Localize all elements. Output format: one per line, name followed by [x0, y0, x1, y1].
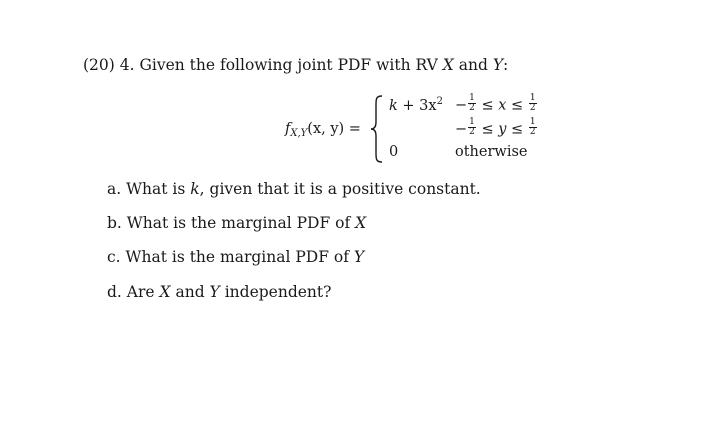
question-text-end: , given that it is a positive constant.	[199, 180, 481, 198]
question-variable: X	[159, 283, 171, 301]
fraction-half	[468, 94, 476, 113]
minus-sign: −	[455, 121, 468, 138]
question-text: What is	[126, 180, 191, 198]
x-range-middle: ≤ x ≤	[476, 97, 528, 114]
function-name: f	[285, 121, 291, 137]
question-variable: X	[355, 214, 367, 232]
problem-number: (20) 4.	[83, 56, 135, 74]
function-args: (x, y) =	[307, 121, 361, 137]
fraction-denominator: 2	[469, 127, 475, 137]
case1-condition-y	[455, 117, 538, 139]
case1-expr-middle: + 3x	[397, 98, 437, 114]
y-range-middle: ≤ y ≤	[476, 121, 528, 138]
question-b	[107, 214, 366, 232]
problem-statement	[83, 56, 508, 74]
question-d	[107, 283, 331, 301]
question-variable: k	[190, 180, 200, 198]
left-brace	[369, 95, 385, 163]
fraction-denominator: 2	[529, 103, 536, 113]
constant-k: k	[389, 98, 398, 114]
question-text: Are	[126, 283, 160, 301]
fraction-half	[468, 118, 476, 137]
exponent: 2	[436, 96, 443, 107]
question-text: What is the marginal PDF of	[125, 248, 354, 266]
fraction-numerator: 1	[469, 117, 475, 127]
variable-y: Y	[492, 56, 504, 74]
colon: :	[503, 56, 509, 74]
and-word: and	[458, 56, 488, 74]
question-a	[107, 180, 481, 198]
case2-expression: 0	[389, 144, 399, 160]
variable-x: X	[442, 56, 454, 74]
question-label: d.	[107, 283, 122, 301]
question-variable: Y	[353, 248, 365, 266]
question-variable-2: Y	[209, 283, 220, 301]
case2-condition: otherwise	[455, 144, 528, 160]
question-label: b.	[107, 214, 122, 232]
question-text-end: independent?	[219, 283, 332, 301]
function-subscript: X,Y	[290, 128, 308, 139]
question-label: c.	[107, 248, 121, 266]
question-text-middle: and	[170, 283, 210, 301]
minus-sign: −	[455, 97, 468, 114]
fraction-numerator: 1	[529, 93, 536, 103]
pdf-lhs	[285, 121, 361, 139]
case1-expression	[389, 96, 443, 114]
fraction-numerator: 1	[529, 117, 536, 127]
fraction-numerator: 1	[469, 93, 475, 103]
statement-prefix: Given the following joint PDF with RV	[139, 56, 438, 74]
case1-condition-x	[455, 93, 538, 115]
fraction-denominator: 2	[529, 127, 536, 137]
question-label: a.	[107, 180, 122, 198]
fraction-half	[529, 94, 537, 113]
fraction-denominator: 2	[469, 103, 475, 113]
question-text: What is the marginal PDF of	[126, 214, 356, 232]
question-c	[107, 248, 364, 266]
fraction-half	[529, 118, 537, 137]
